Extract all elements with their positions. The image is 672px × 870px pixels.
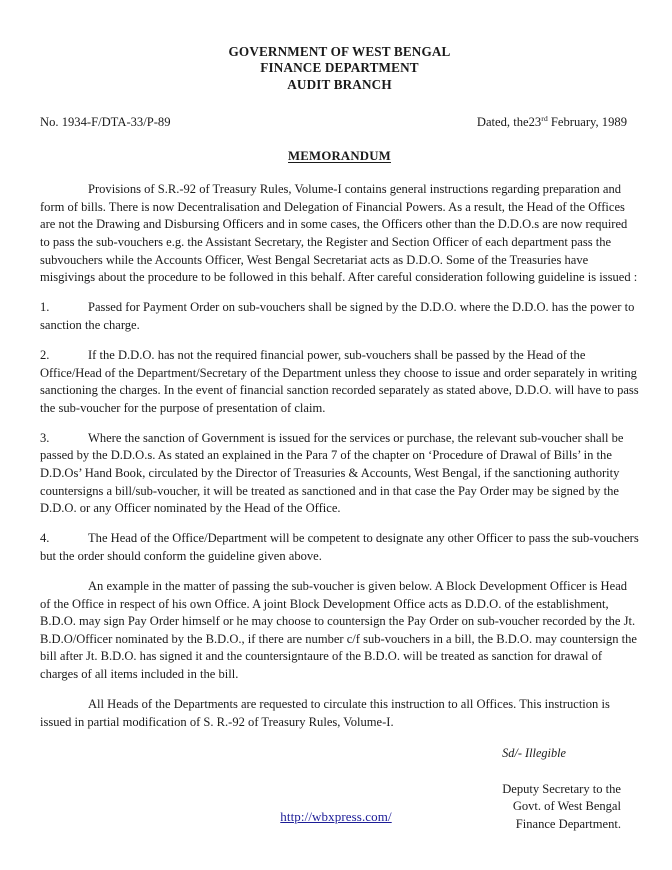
paragraph-text: If the D.D.O. has not the required financial power, sub-vouchers shall be passed by the Head of the Office/Head of the Department/Secretary of the Department unless they choose to issue and order separately in writing sanctioning the charges. In the event of financial sanction recorded separately as stated above, D.D.O. will have to pass the sub-voucher for the purpose of presentation of claim. [40, 347, 639, 415]
paragraph-clause-2 [40, 347, 639, 417]
paragraph-example [40, 578, 639, 684]
reference-row [40, 115, 639, 130]
clause-number: 2. [40, 347, 50, 362]
paragraph-text: Where the sanction of Government is issued for the services or purchase, the relevant sub-voucher shall be passed by the D.D.O.s. As stated an explained in the Para 7 of the chapter on ‘Procedure of Drawal of Bills’ in the D.D.Os’ Hand Book, circulated by the Director of Treasuries & Accounts, West Bengal, if the sanctioning authority countersigns a bill/sub-voucher, it will be treated as sanctioned and in that case the Pay Order may be signed by the D.D.O. or any Officer nominated by the Head of the Office. [40, 430, 624, 516]
masthead-line-government: GOVERNMENT OF WEST BENGAL [228, 44, 451, 59]
memo-date-ordinal: rd [541, 114, 548, 124]
designation-line-3: Finance Department. [515, 816, 621, 831]
masthead [40, 44, 639, 93]
paragraph-text: The Head of the Office/Department will be competent to designate any other Officer to pass the sub-vouchers but the order should conform the guideline given above. [40, 531, 639, 563]
paragraph-text: Passed for Payment Order on sub-vouchers shall be signed by the D.D.O. where the D.D.O. has the power to sanction the charge. [40, 300, 635, 332]
memo-number: No. 1934-F/DTA-33/P-89 [40, 115, 171, 130]
paragraph-intro [40, 181, 639, 287]
masthead-line-branch: AUDIT BRANCH [287, 76, 392, 92]
paragraph-clause-4 [40, 530, 639, 565]
memo-date-rest: February, 1989 [547, 115, 627, 130]
paragraph-text: Provisions of S.R.-92 of Treasury Rules, Volume-I contains general instructions regarding preparation and form of bills. There is now Decentralisation and Delegation of Financial Powers. As a result, the Head of the Offices are not the Drawing and Disbursing Officers and in some cases, the Officers other than the D.D.O.s are now required to pass the sub-vouchers e.g. the Assistant Secretary, the Register and Section Officer of each department pass the subvouchers while the Accounts Officer, West Bengal Secretariat acts as D.D.O. Some of the Treasuries have misgivings about the procedure to be followed in this behalf. After careful consideration following guideline is issued : [40, 182, 638, 285]
paragraph-closing [40, 696, 639, 731]
document-body [40, 181, 639, 731]
masthead-line-department: FINANCE DEPARTMENT [260, 60, 419, 76]
designation-line-1: Deputy Secretary to the [502, 781, 621, 796]
designation-line-2: Govt. of West Bengal [512, 799, 621, 814]
clause-number: 4. [40, 531, 50, 546]
footer [0, 808, 672, 826]
signature-line: Sd/- Illegible [502, 746, 566, 761]
clause-number: 3. [40, 430, 50, 445]
paragraph-clause-1 [40, 299, 639, 334]
memo-date [477, 115, 639, 130]
paragraph-clause-3 [40, 430, 639, 518]
source-url-link[interactable]: http://wbxpress.com/ [280, 809, 392, 824]
paragraph-text: An example in the matter of passing the sub-voucher is given below. A Block Development Officer is Head of the Office in respect of his own Office. A joint Block Development Office acts as D.D.O. of the establishment, B.D.O. may sign Pay Order himself or he may choose to countersign the Pay Order on sub-voucher recorded by the Jt. B.D.O/Officer nominated by the B.D.O., if there are number c/f sub-vouchers in a bill, the B.D.O. may countersign the bill after Jt. B.D.O. has signed it and the countersigntaure of the B.D.O. will be treated as sanction for drawal of charges of all items included in the bill. [40, 579, 637, 681]
memorandum-heading: MEMORANDUM [288, 149, 391, 164]
memorandum-heading-wrap [40, 147, 639, 165]
clause-number: 1. [40, 300, 50, 315]
paragraph-text: All Heads of the Departments are requested to circulate this instruction to all Offices. This instruction is issued in partial modification of S. R.-92 of Treasury Rules, Volume-I. [40, 697, 610, 729]
memo-date-prefix: Dated, the23 [476, 115, 542, 130]
